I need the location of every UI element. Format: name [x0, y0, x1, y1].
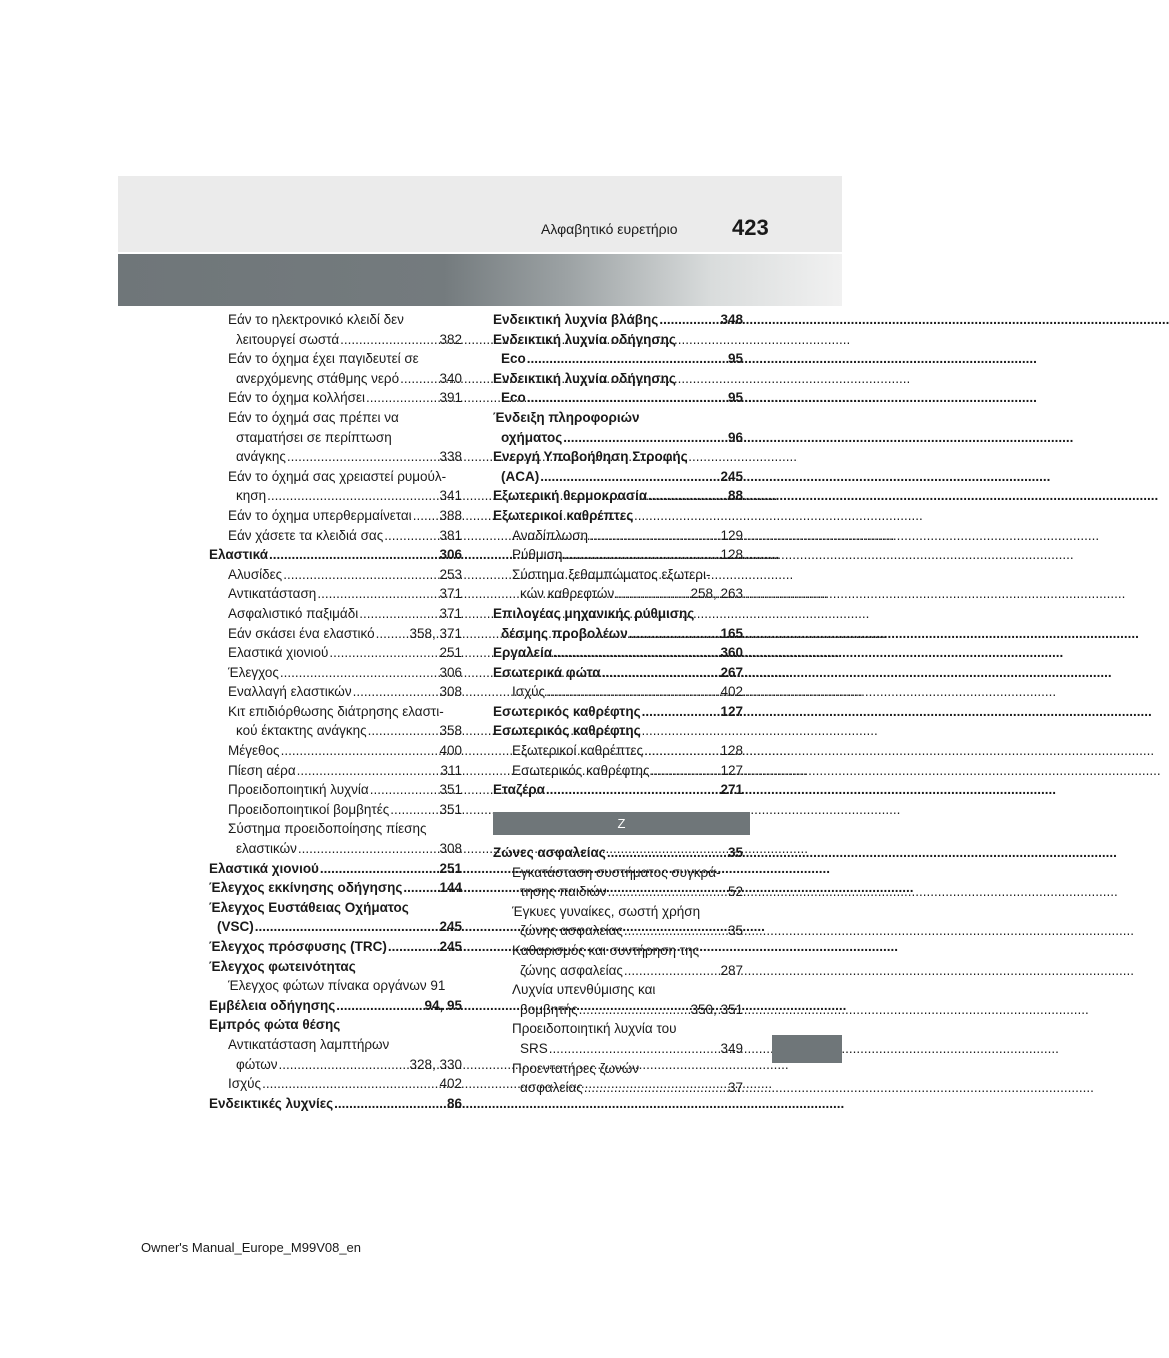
- dot-leader: [400, 369, 438, 389]
- index-entry: [209, 800, 462, 820]
- dot-leader: [624, 961, 720, 981]
- dot-leader: [642, 702, 720, 722]
- index-entry: [493, 447, 743, 467]
- index-entry: [209, 349, 462, 369]
- index-entry-term: Εξωτερική θερμοκρασία: [493, 488, 648, 504]
- index-column-left: [209, 310, 462, 1113]
- dot-leader: [549, 1039, 720, 1059]
- dot-leader: [368, 721, 439, 741]
- index-entry-term: Εξωτερικοί καθρέπτες: [493, 507, 634, 523]
- index-entry: [493, 428, 743, 448]
- index-entry-term: Προειδοποιητική λυχνία του: [512, 1021, 677, 1037]
- index-entry-page: 371: [439, 586, 462, 602]
- index-entry: [493, 663, 743, 683]
- index-entry: [209, 957, 462, 977]
- dot-leader: [546, 682, 719, 702]
- index-entry: [493, 761, 743, 781]
- index-entry-term: Ασφαλιστικό παξιμάδι: [228, 605, 359, 621]
- index-entry-page: 358, 371: [409, 625, 462, 641]
- index-entry-term: Εσωτερικός καθρέφτης: [493, 703, 641, 719]
- index-entry-term: Προειδοποιητική λυχνία: [228, 782, 369, 798]
- index-entry-term: Λυχνία υπενθύμισης και: [512, 982, 656, 998]
- index-entry-page: 351: [439, 801, 462, 817]
- index-entry: [493, 863, 743, 883]
- index-entry-term: ανάγκης: [236, 449, 286, 465]
- index-entry-page: 340: [439, 370, 462, 386]
- index-entry-page: 267: [720, 664, 743, 680]
- index-entry-page: 165: [720, 625, 743, 641]
- index-entry-term: Αναδίπλωση: [512, 527, 589, 543]
- index-entry-term: οχήματος: [501, 429, 563, 445]
- index-entry: [209, 859, 462, 879]
- index-column-right: [493, 310, 743, 800]
- dot-leader: [527, 349, 727, 369]
- index-entry-page: 311: [440, 762, 462, 778]
- index-entry-term: Ενεργή Υποβοήθηση Στροφής: [493, 449, 688, 465]
- index-entry-page: 402: [439, 1076, 462, 1092]
- index-entry: [493, 604, 743, 624]
- dot-leader: [648, 486, 727, 506]
- dot-leader: [659, 310, 719, 330]
- index-entry: [209, 702, 462, 722]
- index-entry: [209, 428, 462, 448]
- index-entry: [493, 565, 743, 585]
- index-entry-page: 86: [446, 1095, 462, 1111]
- index-entry: [209, 388, 462, 408]
- index-entry-page: 350, 351: [690, 1001, 743, 1017]
- index-entry-page: 35: [727, 845, 743, 860]
- index-entry: [493, 741, 743, 761]
- index-entry-page: 95: [727, 390, 743, 406]
- index-entry-term: Ένδειξη πληροφοριών: [493, 409, 640, 425]
- index-entry-term: Έλεγχος πρόσφυσης (TRC): [209, 939, 387, 954]
- index-entry-page: 127: [720, 703, 743, 719]
- index-entry-term: ελαστικών: [236, 841, 297, 857]
- index-entry: [493, 330, 743, 350]
- index-entry: [209, 780, 462, 800]
- index-entry-term: ασφαλείας: [520, 1080, 583, 1096]
- dot-leader: [390, 800, 438, 820]
- dot-leader: [287, 447, 439, 467]
- index-entry-page: 351: [439, 782, 462, 798]
- index-entry-term: ανερχόμενης στάθμης νερό: [236, 370, 400, 386]
- index-entry-page: 245: [439, 919, 462, 935]
- index-entry-term: Εάν το όχημα έχει παγιδευτεί σε: [228, 351, 419, 367]
- index-entry: [209, 604, 462, 624]
- index-entry-page: 251: [439, 860, 462, 876]
- dot-leader: [255, 917, 439, 937]
- chapter-side-tab: [772, 1035, 842, 1063]
- index-entry-term: Ισχύς: [228, 1076, 262, 1092]
- index-entry-page: 258, 263: [690, 586, 743, 602]
- index-entry: [493, 408, 743, 428]
- index-entry-page: 96: [727, 429, 743, 445]
- index-entry-term: Μέγεθος: [228, 743, 280, 759]
- index-entry: [493, 467, 743, 487]
- dot-leader: [553, 643, 719, 663]
- index-entry: [493, 1078, 743, 1098]
- index-entry: [209, 1015, 462, 1035]
- index-entry-term: Σύστημα ξεθαμπώματος εξωτερι-: [512, 566, 711, 582]
- index-entry: [209, 486, 462, 506]
- dot-leader: [403, 878, 438, 898]
- index-entry-page: 95: [727, 351, 743, 367]
- index-entry-term: (VSC): [217, 919, 254, 935]
- index-entry-page: 371: [439, 605, 462, 621]
- dot-leader: [607, 843, 727, 863]
- header-gradient-bar: [118, 254, 842, 306]
- index-entry-page: 358: [439, 723, 462, 739]
- index-entry: [209, 937, 462, 957]
- dot-leader: [376, 624, 409, 644]
- index-entry-term: Ενδεικτική λυχνία οδήγησης: [493, 370, 676, 386]
- dot-leader: [546, 780, 720, 800]
- index-entry-page: 88: [727, 488, 743, 504]
- dot-leader: [370, 780, 439, 800]
- index-entry-term: κού έκτακτης ανάγκης: [236, 723, 367, 739]
- dot-leader: [602, 663, 720, 683]
- index-entry-page: 328, 330: [409, 1056, 462, 1072]
- dot-leader: [279, 1055, 409, 1075]
- index-entry-term: σταματήσει σε περίπτωση: [236, 429, 392, 445]
- index-entry: [493, 1000, 743, 1020]
- index-entry: [493, 902, 743, 922]
- index-entry: [493, 388, 743, 408]
- index-entry: [493, 702, 743, 722]
- index-entry-term: Προειδοποιητικοί βομβητές: [228, 801, 390, 817]
- section-title: Αλφαβητικό ευρετήριο: [541, 221, 678, 237]
- index-entry-term: SRS: [520, 1040, 548, 1056]
- index-entry: [493, 545, 743, 565]
- dot-leader: [334, 1094, 446, 1114]
- index-entry: [493, 843, 743, 863]
- index-entry: [493, 643, 743, 663]
- dot-leader: [283, 565, 438, 585]
- dot-leader: [388, 937, 439, 957]
- index-entry-term: Ενδεικτικές λυχνίες: [209, 1095, 334, 1111]
- index-entry: [209, 506, 462, 526]
- index-entry-term: Εάν το όχημά σας χρειαστεί ρυμούλ-: [228, 468, 447, 484]
- dot-leader: [540, 467, 719, 487]
- index-entry-term: Εάν το ηλεκτρονικό κλειδί δεν: [228, 312, 404, 327]
- index-entry-term: ζώνης ασφαλείας: [520, 923, 623, 939]
- index-entry-page: 381: [439, 527, 462, 543]
- index-entry: [209, 741, 462, 761]
- dot-leader: [413, 506, 439, 526]
- index-entry-term: Έγκυες γυναίκες, σωστή χρήση: [512, 903, 701, 919]
- index-entry-page: 94, 95: [424, 997, 462, 1013]
- index-entry-page: 128: [720, 743, 743, 759]
- index-entry-term: Αντικατάσταση: [228, 586, 317, 602]
- index-entry: [209, 663, 462, 683]
- index-entry-page: 245: [439, 939, 462, 954]
- index-entry-page: 338: [439, 449, 462, 465]
- index-entry-term: Eco: [501, 390, 526, 406]
- index-entry-page: 308: [439, 841, 462, 857]
- index-entry-term: Εάν το όχημα κολλήσει: [228, 390, 365, 406]
- index-entry-term: Σύστημα προειδοποίησης πίεσης: [228, 821, 427, 837]
- index-entry: [493, 682, 743, 702]
- index-entry-page: 306: [439, 664, 462, 680]
- index-entry: [493, 882, 743, 902]
- index-entry: [493, 584, 743, 604]
- index-entry-term: Ελαστικά χιονιού: [209, 860, 319, 876]
- index-entry-page: 287: [720, 962, 743, 978]
- index-entry: [493, 369, 743, 389]
- index-entry-term: Εάν το όχημα υπερθερμαίνεται: [228, 507, 412, 523]
- index-entry-term: Ρύθμιση: [512, 547, 563, 563]
- index-entry: [209, 565, 462, 585]
- index-entry: [209, 898, 462, 918]
- dot-leader: [624, 921, 727, 941]
- dot-leader: [269, 545, 438, 565]
- index-entry-term: Εάν χάσετε τα κλειδιά σας: [228, 527, 384, 543]
- index-entry: [209, 545, 462, 565]
- index-entry-term: Ενδεικτική λυχνία βλάβης: [493, 312, 659, 327]
- index-entry-term: τησης παιδιών: [520, 884, 607, 900]
- index-entry: [209, 467, 462, 487]
- dot-leader: [615, 584, 689, 604]
- index-entry: [493, 1019, 743, 1039]
- index-entry-page: 251: [439, 645, 462, 661]
- dot-leader: [384, 526, 438, 546]
- dot-leader: [563, 428, 727, 448]
- dot-leader: [353, 682, 439, 702]
- index-entry: [493, 1039, 743, 1059]
- dot-leader: [584, 1078, 727, 1098]
- index-entry-term: Εμπρός φώτα θέσης: [209, 1017, 341, 1033]
- dot-leader: [564, 545, 720, 565]
- index-entry-page: 253: [439, 566, 462, 582]
- index-entry-term: Αλυσίδες: [228, 566, 283, 582]
- dot-leader: [280, 663, 439, 683]
- dot-leader: [608, 882, 727, 902]
- index-entry: [493, 486, 743, 506]
- dot-leader: [298, 839, 439, 859]
- dot-leader: [644, 741, 719, 761]
- index-entry-term: Εσωτερικά φώτα: [493, 664, 601, 680]
- index-entry: [209, 310, 462, 330]
- index-entry: [209, 917, 462, 937]
- index-entry-page: 128: [720, 547, 743, 563]
- index-entry: [209, 447, 462, 467]
- index-entry-term: Έλεγχος Ευστάθειας Οχήματος: [209, 899, 409, 915]
- index-entry-term: κών καθρεφτών: [520, 586, 615, 602]
- index-entry: [209, 584, 462, 604]
- dot-leader: [262, 1074, 438, 1094]
- index-entry: [209, 819, 462, 839]
- dot-leader: [267, 486, 438, 506]
- index-entry-term: Έλεγχος φώτων πίνακα οργάνων 91: [228, 978, 446, 994]
- index-entry-term: Εάν σκάσει ένα ελαστικό: [228, 625, 375, 641]
- index-entry-term: Εταζέρα: [493, 782, 545, 798]
- index-entry-term: Έλεγχος φωτεινότητας: [209, 958, 356, 974]
- index-entry-page: 52: [727, 884, 743, 900]
- dot-leader: [527, 388, 727, 408]
- index-entry: [209, 761, 462, 781]
- dot-leader: [651, 761, 720, 781]
- index-entry-term: Προεντατήρες ζωνών: [512, 1060, 640, 1076]
- index-entry-term: Έλεγχος εκκίνησης οδήγησης: [209, 880, 403, 896]
- index-entry-page: 144: [439, 880, 462, 896]
- index-entry-page: 382: [439, 331, 462, 347]
- index-entry-term: Eco: [501, 351, 526, 367]
- index-entry-term: Εάν το όχημά σας πρέπει να: [228, 409, 399, 425]
- dot-leader: [281, 741, 439, 761]
- dot-leader: [629, 624, 720, 644]
- dot-leader: [336, 996, 423, 1016]
- index-entry: [209, 330, 462, 350]
- index-column-right-z: [493, 843, 743, 1098]
- index-entry: [493, 310, 743, 330]
- dot-leader: [329, 643, 438, 663]
- dot-leader: [589, 526, 719, 546]
- index-entry: [209, 878, 462, 898]
- index-entry-term: Αντικατάσταση λαμπτήρων: [228, 1036, 390, 1052]
- index-entry-term: Εγκατάσταση συστήματος συγκρά-: [512, 864, 721, 880]
- index-entry-term: Πίεση αέρα: [228, 762, 296, 778]
- index-entry-page: 129: [720, 527, 743, 543]
- index-entry: [493, 980, 743, 1000]
- index-entry-page: 349: [720, 1040, 743, 1056]
- page-number: 423: [732, 215, 769, 240]
- index-entry-term: Κιτ επιδιόρθωσης διάτρησης ελαστι-: [228, 703, 444, 719]
- dot-leader: [320, 859, 439, 879]
- index-entry-page: 37: [727, 1080, 743, 1096]
- index-entry-page: 348: [720, 312, 743, 327]
- index-entry: [493, 526, 743, 546]
- index-entry-term: (ACA): [501, 468, 540, 484]
- index-entry-page: 360: [720, 645, 743, 661]
- index-entry-term: λειτουργεί σωστά: [236, 331, 340, 347]
- index-entry-term: Εναλλαγή ελαστικών: [228, 684, 352, 700]
- index-entry: [209, 1094, 462, 1114]
- index-entry-term: Έλεγχος: [228, 664, 279, 680]
- index-entry-term: βομβητής: [520, 1001, 578, 1017]
- index-entry-term: Εσωτερικός καθρέφτης: [512, 762, 650, 778]
- index-entry-page: 308: [439, 684, 462, 700]
- index-entry-term: Εσωτερικός καθρέφτης: [493, 723, 641, 739]
- index-entry: [209, 643, 462, 663]
- index-entry-term: Ισχύς: [512, 684, 546, 700]
- index-entry-term: Καθαρισμός και συντήρηση της: [512, 942, 700, 958]
- index-entry: [493, 721, 743, 741]
- index-entry-term: Ελαστικά: [209, 547, 269, 563]
- index-entry-page: 402: [720, 684, 743, 700]
- index-entry: [209, 839, 462, 859]
- index-entry: [209, 682, 462, 702]
- index-entry-page: 245: [720, 468, 743, 484]
- index-entry-page: 391: [439, 390, 462, 406]
- index-entry: [493, 506, 743, 526]
- index-entry-term: Επιλογέας μηχανικής ρύθμισης: [493, 605, 695, 621]
- dot-leader: [297, 761, 440, 781]
- index-entry: [493, 941, 743, 961]
- index-entry: [493, 961, 743, 981]
- index-entry-term: Εξωτερικοί καθρέπτες: [512, 743, 644, 759]
- index-entry-term: Ενδεικτική λυχνία οδήγησης: [493, 331, 676, 347]
- index-entry-page: 388: [439, 507, 462, 523]
- dot-leader: [317, 584, 438, 604]
- index-entry: [209, 1074, 462, 1094]
- index-entry-term: φώτων: [236, 1056, 278, 1072]
- footer-text: Owner's Manual_Europe_M99V08_en: [141, 1240, 362, 1255]
- index-entry: [493, 624, 743, 644]
- dot-leader: [579, 1000, 690, 1020]
- index-entry: [209, 976, 462, 996]
- index-entry-term: Εργαλεία: [493, 645, 553, 661]
- index-entry: [493, 1059, 743, 1079]
- index-entry: [493, 780, 743, 800]
- index-entry-page: 127: [720, 762, 743, 778]
- index-entry-page: 341: [439, 488, 462, 504]
- index-entry: [493, 349, 743, 369]
- index-entry-term: κηση: [236, 488, 267, 504]
- index-entry-page: 306: [439, 547, 462, 563]
- index-entry: [209, 526, 462, 546]
- dot-leader: [359, 604, 438, 624]
- index-entry-page: 35: [727, 923, 743, 939]
- index-entry: [209, 624, 462, 644]
- index-entry-term: ζώνης ασφαλείας: [520, 962, 623, 978]
- index-entry-term: Εμβέλεια οδήγησης: [209, 997, 336, 1013]
- index-entry-page: 271: [720, 782, 743, 798]
- index-entry: [209, 1055, 462, 1075]
- index-entry: [209, 369, 462, 389]
- dot-leader: [366, 388, 438, 408]
- index-entry-term: δέσμης προβολέων: [501, 625, 628, 641]
- letter-header-z: Z: [493, 812, 750, 835]
- index-entry: [209, 408, 462, 428]
- index-entry: [209, 996, 462, 1016]
- index-entry-term: Ελαστικά χιονιού: [228, 645, 329, 661]
- index-entry-page: 400: [439, 743, 462, 759]
- index-entry-term: Ζώνες ασφαλείας: [493, 845, 606, 860]
- dot-leader: [340, 330, 438, 350]
- index-entry: [209, 1035, 462, 1055]
- index-entry: [209, 721, 462, 741]
- index-entry: [493, 921, 743, 941]
